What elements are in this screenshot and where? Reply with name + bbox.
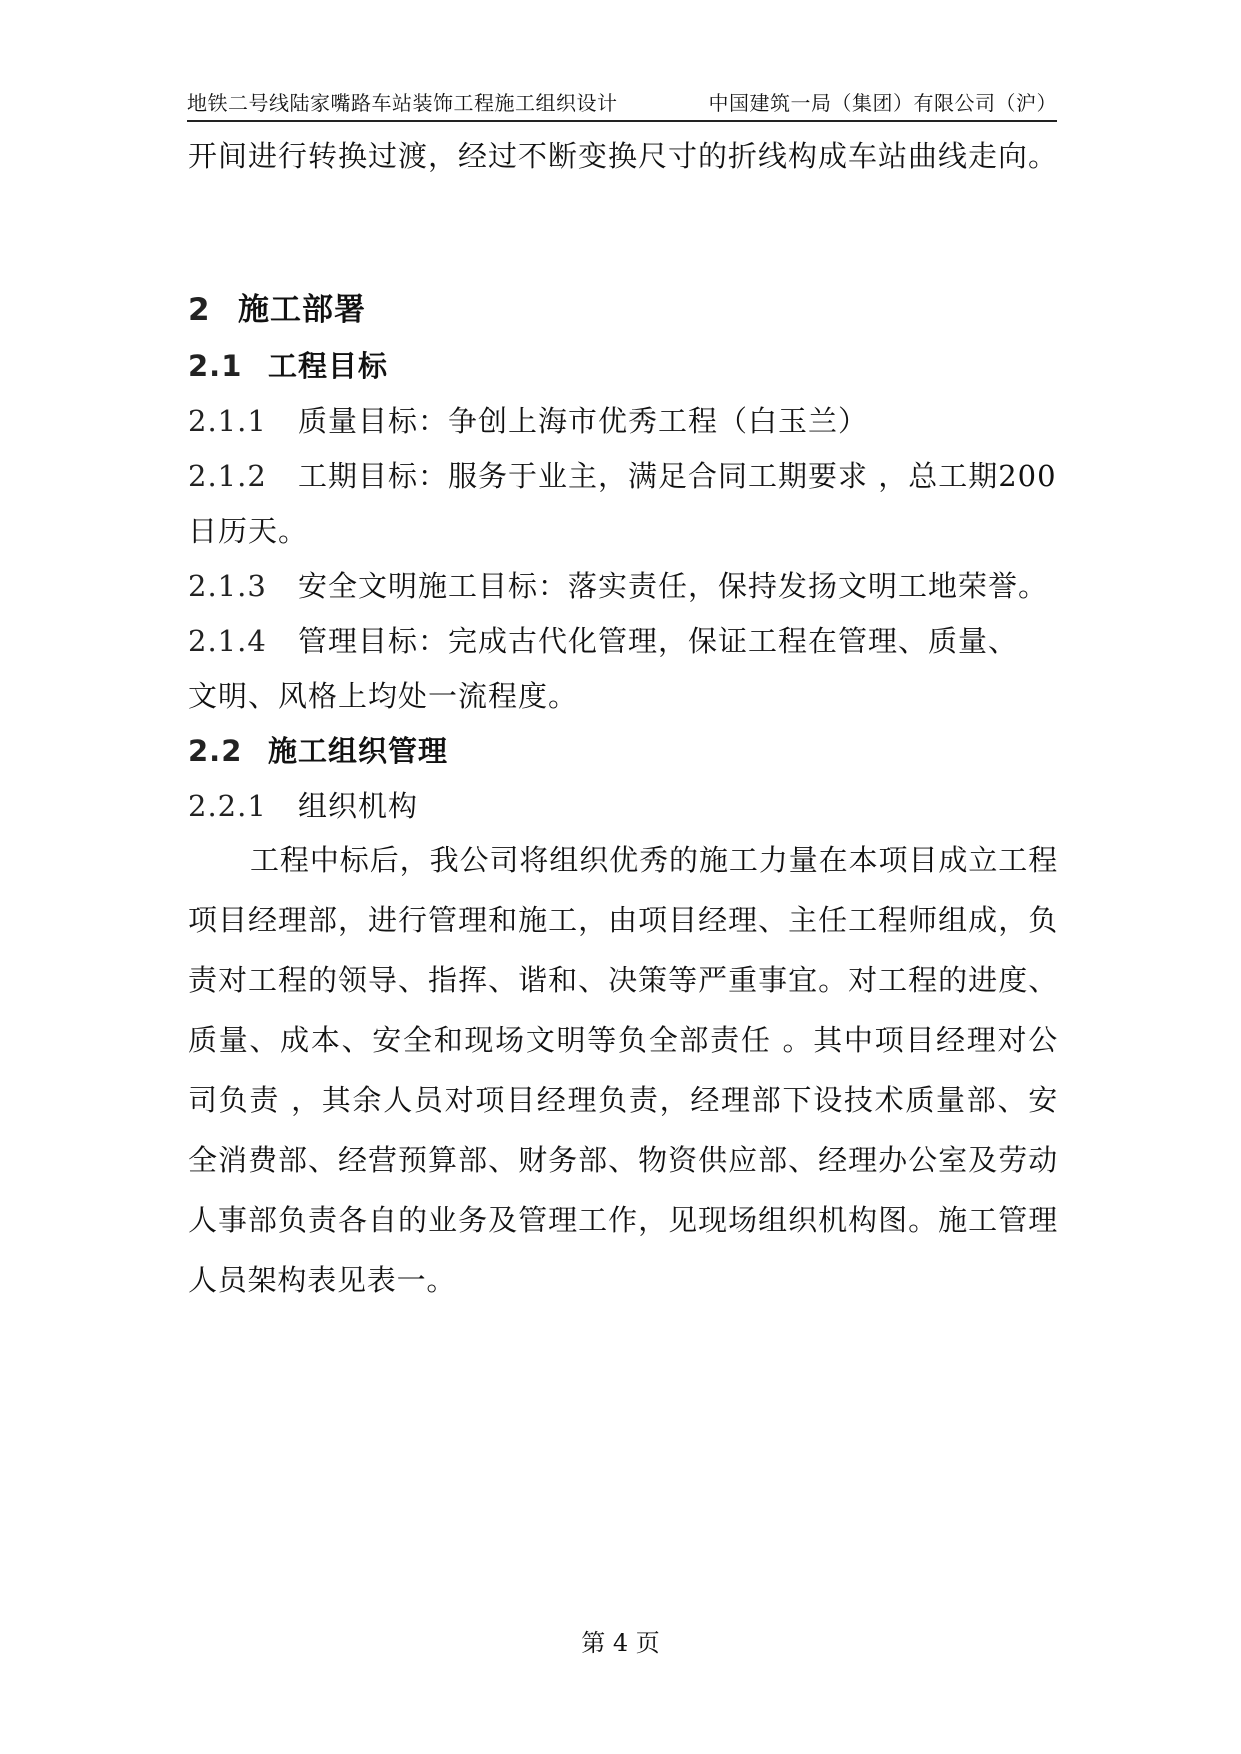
item-number: 2.2.1 xyxy=(188,789,267,823)
continuation-text: 开间进行转换过渡，经过不断变换尺寸的折线构成车站曲线走向。 xyxy=(188,139,1059,173)
item-text: 工期目标：服务于业主，满足合同工期要求 ，总工期200 xyxy=(298,459,1057,493)
section-title: 工程目标 xyxy=(268,349,389,383)
header-project-title: 地铁二号线陆家嘴路车站装饰工程施工组织设计 xyxy=(187,91,618,115)
body-paragraph: 工程中标后，我公司将组织优秀的施工力量在本项目成立工程项目经理部，进行管理和施工，由项目经理、主任工程师组成，负责对工程的领导、指挥、谐和、决策等严重事宜。对工程的进度、质量、成本、安全和现场文明等负全部责任 。其中项目经理对公司负责 ，其余人员对项目经理负责，经理部下设技术质量部、安全消费部、经营预算部、财务部、物资供应部、经理办公室及劳动人事部负责各自的业务及管理工作，见现场组织机构图。施工管理人员架构表见表一。 xyxy=(188,843,1058,1297)
item-number: 2.1.1 xyxy=(188,404,267,438)
list-item-2-1-4-continuation: 文明、风格上均处一流程度。 xyxy=(188,679,579,713)
list-item-2-1-2-continuation: 日历天。 xyxy=(188,514,309,548)
section-number: 2 xyxy=(188,292,211,328)
running-header xyxy=(187,86,1057,122)
page-number: 第 4 页 xyxy=(581,1629,660,1657)
header-company-name: 中国建筑一局（集团）有限公司（沪） xyxy=(708,91,1057,115)
list-item-2-2-1 xyxy=(188,786,418,826)
item-number: 2.1.3 xyxy=(188,569,267,603)
item-text: 质量目标：争创上海市优秀工程（白玉兰） xyxy=(298,404,869,438)
section-title: 施工组织管理 xyxy=(268,734,449,768)
list-item-2-1-2 xyxy=(188,456,1057,496)
section-heading-2-2 xyxy=(188,731,448,771)
item-text: 安全文明施工目标：落实责任，保持发扬文明工地荣誉。 xyxy=(298,569,1049,603)
section-number: 2.1 xyxy=(188,349,243,383)
section-heading-2 xyxy=(188,290,366,330)
item-text: 管理目标：完成古代化管理，保证工程在管理、质量、 xyxy=(298,624,1019,658)
section-title: 施工部署 xyxy=(238,292,366,328)
section-number: 2.2 xyxy=(188,734,243,768)
list-item-2-1-3 xyxy=(188,566,1048,606)
item-text: 组织机构 xyxy=(298,789,419,823)
section-heading-2-1 xyxy=(188,346,388,386)
list-item-2-1-1 xyxy=(188,401,868,441)
list-item-2-1-4 xyxy=(188,621,1018,661)
item-number: 2.1.2 xyxy=(188,459,267,493)
item-number: 2.1.4 xyxy=(188,624,267,658)
